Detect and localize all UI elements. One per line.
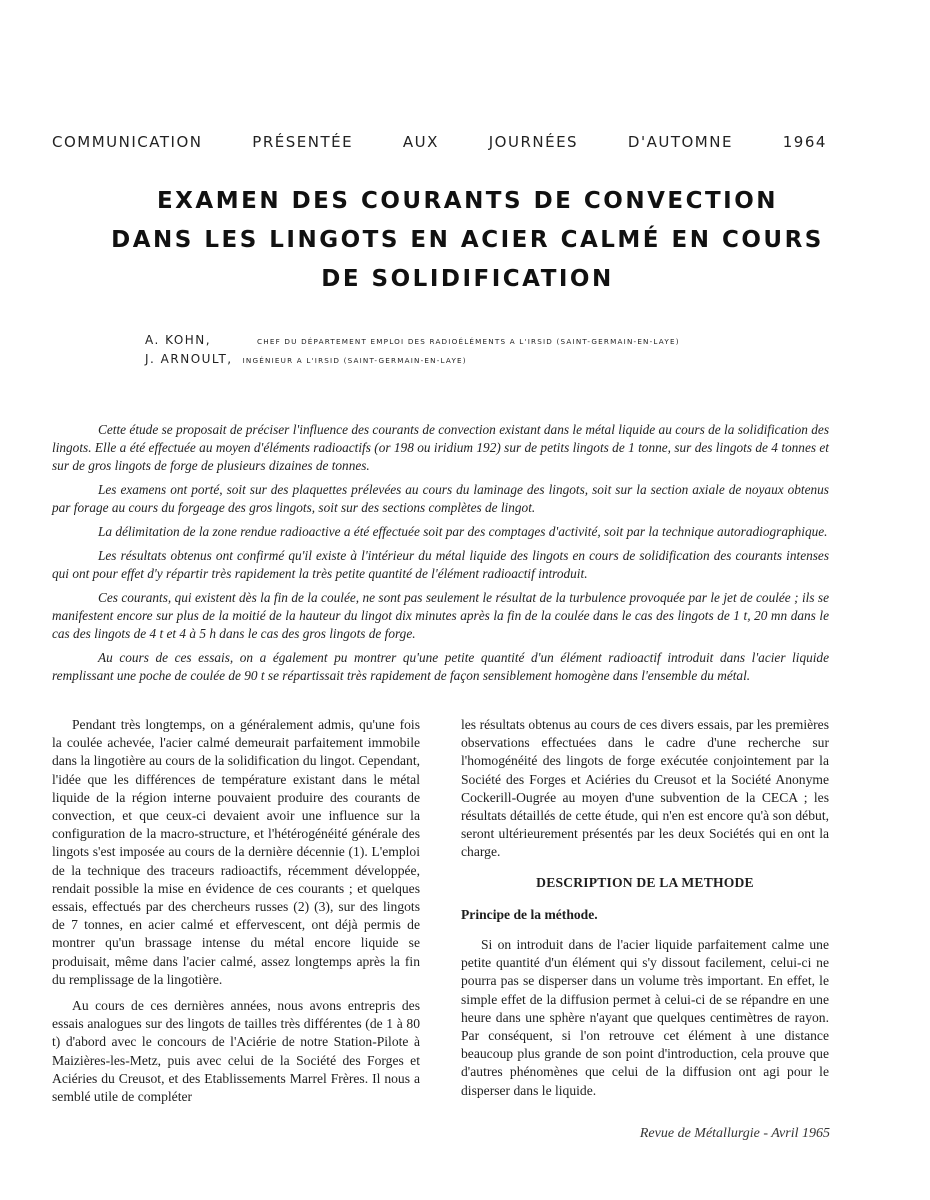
title-line: EXAMEN DES COURANTS DE CONVECTION <box>156 188 779 214</box>
body-paragraph: Si on introduit dans de l'acier liquide parfaitement calme une petite quantité d'un élément qui s'y dissout facilement, celui-ci ne pourra pas se disperser dans un volume très important. En effet, le simple effet de la diffusion permet à celui-ci de se répandre en une heure dans une sphère n'ayant que quelques centimètres de rayon. Par conséquent, si l'on retrouve cet élément à une distance beaucoup plus grande de son point d'introduction, cela prouve que d'autres phénomènes que celui de la diffusion ont agi pour le disperser dans le liquide. <box>461 937 829 1098</box>
author-entry <box>145 333 845 352</box>
body-paragraph: Pendant très longtemps, on a généralement admis, qu'une fois la coulée achevée, l'acier calmé demeurait parfaitement immobile dans la lingotière au cours de la solidification du lingot. Cependant, l'idée que les différences de température existant dans le métal liquide de la région interne pouvaient produire des courants de convection, et que ceux-ci devaient avoir une influence sur la configuration de la macro-structure, et l'hétérogénéité générale des lingots s'est imposée au cours de la dernière décennie (1). L'emploi de la technique des traceurs radioactifs, récemment développée, rendait possible la mise en évidence de ces courants ; et quelques essais, effectués par des chercheurs russes (2) (3), sur des lingots de 7 tonnes, en acier calmé et effervescent, ont déjà permis de montrer qu'un brassage intense du métal encore liquide se produisait, même dans l'acier calmé, assez longtemps après la fin du remplissage de la lingotière. <box>52 717 420 987</box>
abstract-paragraph: Les résultats obtenus ont confirmé qu'il existe à l'intérieur du métal liquide des lingots en cours de solidification des courants intenses qui ont pour effet d'y répartir très rapidement la très petite quantité de l'élément radioactif introduit. <box>52 548 829 581</box>
header-word: COMMUNICATION <box>52 133 203 151</box>
title-line: DE SOLIDIFICATION <box>321 266 614 292</box>
body-column-left <box>52 716 420 1114</box>
abstract-paragraph: La délimitation de la zone rendue radioactive a été effectuée soit par des comptages d'activité, soit par la technique autoradiographique. <box>98 524 828 539</box>
author-name: J. ARNOULT, <box>145 352 233 366</box>
author-entry <box>145 352 845 371</box>
article-title <box>40 182 895 299</box>
communication-header <box>52 133 827 151</box>
title-line: DANS LES LINGOTS EN ACIER CALMÉ EN COURS <box>111 227 824 253</box>
abstract-paragraph: Les examens ont porté, soit sur des plaquettes prélevées au cours du laminage des lingots, soit sur la section axiale de noyaux obtenus par forage au cours du forgeage des gros lingots, soit sur des sections complètes de lingot. <box>52 482 829 515</box>
abstract-paragraph: Cette étude se proposait de préciser l'influence des courants de convection existant dans le métal liquide au cours de la solidification des lingots. Elle a été effectuée au moyen d'éléments radioactifs (or 198 ou iridium 192) sur de petits lingots de 1 tonne, sur des lingots de 4 tonnes et sur de gros lingots de forge de plusieurs dizaines de tonnes. <box>52 422 829 473</box>
header-word: JOURNÉES <box>488 133 579 151</box>
section-heading: DESCRIPTION DE LA METHODE <box>536 874 754 890</box>
abstract <box>52 421 829 691</box>
author-affiliation: INGÉNIEUR A L'IRSID (SAINT-GERMAIN-EN-LAYE) <box>242 356 467 365</box>
journal-footer: Revue de Métallurgie - Avril 1965 <box>639 1126 830 1141</box>
abstract-paragraph: Ces courants, qui existent dès la fin de la coulée, ne sont pas seulement le résultat de la turbulence provoquée par le jet de coulée ; ils se manifestent encore sur plus de la moitié de la hauteur du lingot dix minutes après la fin de la coulée dans le cas des lingots de 1 t, 20 mn dans le cas des lingots de 4 t et 4 à 5 h dans le cas des gros lingots de forge. <box>52 590 829 641</box>
author-affiliation: CHEF DU DÉPARTEMENT EMPLOI DES RADIOÉLÉMENTS A L'IRSID (SAINT-GERMAIN-EN-LAYE) <box>257 337 680 346</box>
header-word: AUX <box>402 133 439 151</box>
header-word: PRÉSENTÉE <box>252 133 354 151</box>
header-word: 1964 <box>782 133 827 151</box>
author-name: A. KOHN, <box>145 333 212 347</box>
subsection-heading: Principe de la méthode. <box>461 906 598 922</box>
body-paragraph: Au cours de ces dernières années, nous avons entrepris des essais analogues sur des lingots de tailles très différentes (de 1 à 80 t) d'abord avec le concours de l'Aciérie de notre Station-Pilote à Maizières-les-Metz, puis avec celui de la Société des Forges et Aciéries du Creusot, et des Etablissements Marrel Frères. Il nous a semblé utile de compléter <box>52 998 420 1105</box>
header-word: D'AUTOMNE <box>627 133 733 151</box>
body-paragraph: les résultats obtenus au cours de ces divers essais, par les premières observations effectuées dans le cadre d'une recherche sur l'homogénéité des lingots de forge exécutée conjointement par la Société des Forges et Aciéries du Creusot et la Société Anonyme Cockerill-Ougrée au moyen d'une subvention de la CECA ; les résultats détaillés de cette étude, qui n'en est encore qu'à son début, seront ultérieurement présentés par les deux Sociétés qui en ont la charge. <box>461 717 829 860</box>
body-column-right <box>461 716 829 1108</box>
author-list <box>145 333 845 371</box>
abstract-paragraph: Au cours de ces essais, on a également pu montrer qu'une petite quantité d'un élément radioactif introduit dans l'acier liquide remplissant une poche de coulée de 90 t se répartissait très rapidement de façon sensiblement homogène dans l'ensemble du métal. <box>52 650 829 683</box>
